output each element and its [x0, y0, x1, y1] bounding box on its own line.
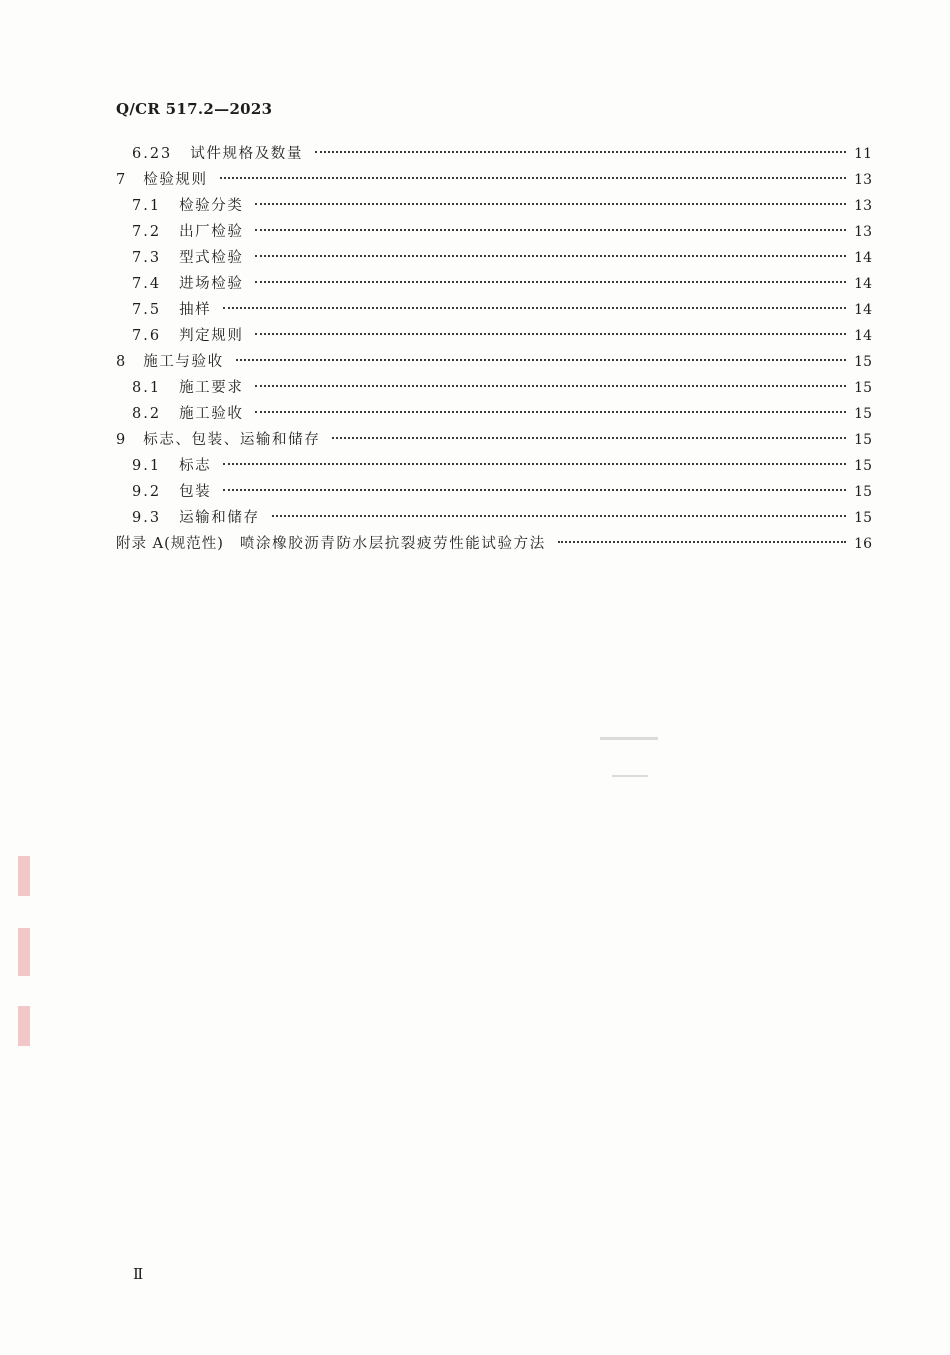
toc-entry-title: 检验分类: [179, 198, 244, 214]
toc-entry[interactable]: [132, 194, 872, 218]
toc-leader-dots: [315, 151, 846, 153]
scan-smudge: [612, 775, 648, 777]
toc-entry[interactable]: [132, 506, 872, 530]
toc-entry-page: 14: [854, 328, 872, 344]
toc-entry-number: 7.3: [132, 250, 162, 266]
toc-leader-dots: [255, 229, 846, 231]
toc-entry[interactable]: [116, 168, 872, 192]
toc-entry-number: 7.6: [132, 328, 162, 344]
toc-entry-page: 13: [854, 224, 872, 240]
toc-entry-number: 7.4: [132, 276, 162, 292]
toc-entry-number: 9.1: [132, 458, 162, 474]
toc-entry-page: 15: [854, 406, 872, 422]
toc-entry-title: 检验规则: [143, 172, 208, 188]
toc-entry-appendix[interactable]: [116, 532, 872, 556]
scan-smudge: [600, 737, 658, 740]
toc-leader-dots: [255, 255, 846, 257]
toc-leader-dots: [332, 437, 846, 439]
toc-leader-dots: [223, 463, 846, 465]
toc-entry-title: 运输和储存: [179, 510, 260, 526]
toc-entry-number: 9.3: [132, 510, 162, 526]
toc-entry-title: 标志、包装、运输和储存: [143, 432, 321, 448]
toc-entry[interactable]: [132, 142, 872, 166]
toc-entry-page: 16: [854, 536, 872, 552]
toc-entry-number: 9.2: [132, 484, 162, 500]
page-number: Ⅱ: [133, 1265, 144, 1283]
toc-entry[interactable]: [132, 298, 872, 322]
toc-entry-title: 施工与验收: [143, 354, 224, 370]
toc-entry[interactable]: [132, 376, 872, 400]
toc-entry[interactable]: [132, 454, 872, 478]
toc-leader-dots: [236, 359, 846, 361]
toc-entry-number: 7.2: [132, 224, 162, 240]
toc-entry[interactable]: [132, 324, 872, 348]
toc-leader-dots: [255, 333, 846, 335]
toc-entry-number: 6.23: [132, 146, 173, 162]
toc-entry[interactable]: [132, 220, 872, 244]
standard-code: Q/CR 517.2—2023: [116, 100, 273, 118]
toc-entry[interactable]: [132, 272, 872, 296]
toc-entry-number: 7.1: [132, 198, 162, 214]
toc-entry-title: 进场检验: [179, 276, 244, 292]
toc-entry-page: 14: [854, 250, 872, 266]
toc-entry-page: 13: [854, 198, 872, 214]
toc-entry[interactable]: [132, 402, 872, 426]
toc-entry-number: 8: [116, 354, 128, 370]
toc-leader-dots: [272, 515, 846, 517]
toc-entry-page: 13: [854, 172, 872, 188]
toc-leader-dots: [223, 489, 846, 491]
toc-entry[interactable]: [132, 480, 872, 504]
toc-entry[interactable]: [116, 428, 872, 452]
toc-entry-title: 包装: [179, 484, 212, 500]
toc-entry-number: 附录 A(规范性): [116, 536, 224, 552]
toc-entry-title: 施工验收: [179, 406, 244, 422]
toc-entry[interactable]: [132, 246, 872, 270]
toc-leader-dots: [255, 281, 846, 283]
toc-entry-title: 标志: [179, 458, 212, 474]
toc-leader-dots: [558, 541, 846, 543]
toc-entry-number: 7.5: [132, 302, 162, 318]
toc-entry-title: 试件规格及数量: [190, 146, 303, 162]
toc-entry-title: 抽样: [179, 302, 212, 318]
toc-leader-dots: [223, 307, 846, 309]
toc-leader-dots: [255, 203, 846, 205]
toc-entry-page: 15: [854, 380, 872, 396]
toc-leader-dots: [255, 411, 846, 413]
toc-entry-title: 喷涂橡胶沥青防水层抗裂疲劳性能试验方法: [239, 536, 546, 552]
toc-entry-page: 15: [854, 484, 872, 500]
toc-entry-title: 出厂检验: [179, 224, 244, 240]
toc-entry[interactable]: [116, 350, 872, 374]
toc-entry-page: 11: [854, 146, 872, 162]
toc-entry-title: 施工要求: [179, 380, 244, 396]
toc-entry-number: 8.1: [132, 380, 162, 396]
toc-leader-dots: [220, 177, 846, 179]
toc-entry-number: 8.2: [132, 406, 162, 422]
toc-entry-page: 15: [854, 458, 872, 474]
toc-entry-number: 7: [116, 172, 128, 188]
toc-entry-title: 型式检验: [179, 250, 244, 266]
stamp-mark: [16, 856, 32, 1046]
toc-leader-dots: [255, 385, 846, 387]
toc-entry-page: 15: [854, 354, 872, 370]
toc-entry-page: 15: [854, 432, 872, 448]
toc-entry-page: 15: [854, 510, 872, 526]
toc-entry-title: 判定规则: [179, 328, 244, 344]
toc-entry-page: 14: [854, 276, 872, 292]
toc-entry-number: 9: [116, 432, 128, 448]
toc-entry-page: 14: [854, 302, 872, 318]
